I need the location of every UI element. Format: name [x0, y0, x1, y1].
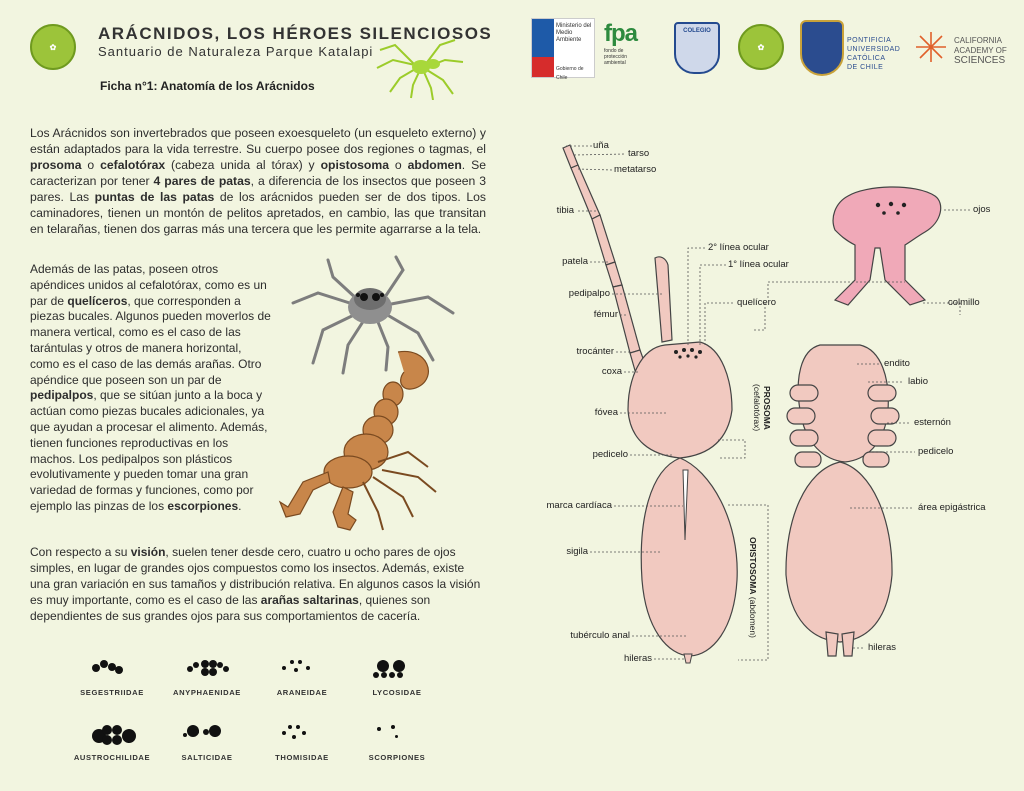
eye-dot [282, 731, 286, 735]
eye-dot [187, 666, 193, 672]
p2-segment: Además de las patas, poseen otros apéndices unidos al cefalotórax, como es un par de [30, 262, 267, 308]
eye-dot [100, 660, 108, 668]
eye-dot [122, 729, 136, 743]
eye-dot [223, 666, 229, 672]
label-tibia: tibia [556, 205, 574, 216]
eye-dot [209, 660, 217, 668]
label-esternon: esternón [914, 417, 951, 428]
label-sigila: sigila [566, 546, 588, 557]
p3-segment: , suelen tener desde cero, cuatro u ocho pares de ojos simples, en lugar de grandes ojos compuestos como los insectos. Además, existe una gran variación en sus tamaños y distribución relativa. En algunos casos la visión es muy importante, como es el caso de las [30, 545, 481, 607]
eye-dot [296, 725, 300, 729]
eye-dot [193, 729, 199, 735]
label-tuberculo-anal: tubérculo anal [570, 630, 630, 641]
p1-segment: (cabeza unida al tórax) y [165, 158, 321, 172]
eye-dot [306, 666, 310, 670]
eye-dot [393, 660, 405, 672]
label-patela: patela [562, 256, 588, 267]
eye-dot [377, 727, 381, 731]
eye-pattern-lycosidae [377, 660, 421, 684]
label-endito: endito [884, 358, 910, 369]
p1-segment: cefalotórax [100, 158, 166, 172]
intro-paragraph [30, 125, 486, 237]
page-subtitle: Santuario de Naturaleza Parque Katalapi [98, 44, 374, 59]
p1-segment: prosoma [30, 158, 82, 172]
p2-segment: , que corresponden a piezas bucales. Algunos pueden moverlos de manera vertical, como es el caso de las tarántulas y otros de manera horizontal, como es el caso de las demás arañas. Otro apéndice que poseen son un par de [30, 293, 271, 387]
eye-dot [92, 664, 100, 672]
eye-dot [395, 735, 398, 738]
eye-dot [102, 735, 112, 745]
label-marca-cardiaca: marca cardíaca [546, 500, 612, 511]
eye-dot [213, 733, 217, 737]
label-metatarso: metatarso [614, 164, 657, 175]
p1-segment: . Se caracterizan por tener [30, 158, 486, 188]
puc-text: PONTIFICIA UNIVERSIDAD CATÓLICA DE CHILE [847, 37, 901, 71]
label-pedipalpo: pedipalpo [568, 288, 610, 299]
label-una: uña [593, 140, 609, 151]
katalapi-logo: ✿ [30, 24, 76, 70]
family-label: SEGESTRIIDAE [80, 688, 144, 697]
eye-dot [373, 672, 379, 678]
label-pedicelo-left: pedicelo [592, 449, 628, 460]
page-title: ARÁCNIDOS, LOS HÉROES SILENCIOSOS [98, 24, 493, 43]
p3-segment: Con respecto a su [30, 545, 131, 559]
p2-segment: , que se sitúan junto a la boca y actúan como piezas bucales adicionales, ya que ayudan a procesar el alimento. Además, tienen funciones reproductivas en los machos. Los pedipalpos son plásticos evolutivamente y pueden tomar una gran variedad de formas y funciones, como por ejemplo las pinzas de los [30, 388, 268, 513]
p1-segment: o [388, 158, 408, 172]
eye-pattern-scorpiones [377, 725, 421, 749]
label-area-epigastrica: área epigástrica [918, 502, 986, 513]
family-label: ARANEIDAE [276, 688, 328, 697]
ventral-abdomen [786, 462, 892, 642]
eye-pattern-thomisidae [282, 725, 326, 749]
eye-dot [282, 666, 286, 670]
family-label: SCORPIONES [368, 753, 426, 762]
p1-segment: o [81, 158, 101, 172]
eye-dot [201, 668, 209, 676]
eye-pattern-araneidae [282, 660, 326, 684]
family-label: SALTICIDAE [181, 753, 233, 762]
leg-segment-tibia [592, 215, 615, 265]
eye-pattern-segestriidae [92, 660, 136, 684]
scorpion-photo [278, 342, 450, 532]
green-spider-illustration [375, 30, 465, 100]
p2-segment: pedipalpos [30, 388, 94, 403]
p1-segment: abdomen [407, 158, 462, 172]
family-label: ANYPHAENIDAE [173, 688, 241, 697]
eye-dot [193, 662, 199, 668]
opistosoma-dorsal [641, 458, 737, 656]
family-label: THOMISIDAE [275, 753, 329, 762]
eye-dot [292, 735, 296, 739]
family-label: LYCOSIDAE [372, 688, 422, 697]
label-hileras-right: hileras [868, 642, 896, 653]
eye-dot [377, 660, 389, 672]
ministerio-logo: Ministerio del Medio Ambiente Gobierno de Chile [531, 18, 595, 78]
eye-dot [381, 672, 387, 678]
eye-dot [209, 668, 217, 676]
eye-dot [302, 731, 306, 735]
family-label: AUSTROCHILIDAE [73, 753, 151, 762]
p1-segment: de los arácnidos pueden ser de dos tipos. Los caminadores, tienen un montón de pelitos apretados, en cambio, las que transitan en telarañas, tienen dos garras más una tercera que les permite agarrarse a la tela. [30, 190, 487, 236]
p2-segment: . [238, 498, 242, 513]
eye-dot [397, 672, 403, 678]
katalapi-logo-2: ✿ [738, 24, 784, 70]
label-ojos: ojos [973, 204, 991, 215]
eye-dot [183, 733, 187, 737]
prosoma-dorsal [628, 342, 732, 458]
label-pedicelo-right: pedicelo [918, 446, 954, 457]
eye-dot [112, 725, 122, 735]
eye-dot [294, 668, 298, 672]
eye-dot [217, 662, 223, 668]
fpa-logo: fpa fondo de protección ambiental [604, 20, 637, 66]
eye-dot [203, 729, 209, 735]
label-linea-ocular-1: 1° línea ocular [728, 259, 789, 270]
puc-logo [800, 20, 844, 76]
eye-dot [115, 666, 123, 674]
eye-dot [298, 660, 302, 664]
leg-segment-tarso [563, 145, 578, 168]
p1-segment: 4 pares de patas [153, 174, 251, 188]
eye-pattern-austrochilidae [92, 725, 136, 749]
p1-segment: , a diferencia de los insectos que poseen 3 pares. Las [30, 174, 486, 204]
appendages-paragraph [30, 262, 272, 515]
p2-segment: escorpiones [167, 498, 239, 513]
p1-segment: opistosoma [320, 158, 389, 172]
label-fovea: fóvea [594, 407, 618, 418]
label-opistosoma: OPISTOSOMA (abdomen) [748, 536, 758, 638]
ficha-title: Ficha n°1: Anatomía de los Arácnidos [100, 79, 315, 93]
eye-dot [201, 660, 209, 668]
label-trocanter: trocánter [576, 346, 614, 357]
label-coxa: coxa [601, 366, 622, 377]
leg-segment-patela [606, 262, 622, 287]
label-hileras-left: hileras [624, 653, 652, 664]
p3-segment: , quienes son dependientes de sus grandes ojos para sus comportamientos de cacería. [30, 593, 431, 623]
label-tarso: tarso [628, 148, 650, 159]
label-colmillo: colmillo [948, 297, 980, 308]
eye-dot [102, 725, 112, 735]
eye-pattern-anyphaenidae [187, 660, 231, 684]
pedipalp [655, 257, 672, 342]
label-labio: labio [908, 376, 929, 387]
label-quelicero: quelícero [737, 297, 777, 308]
eye-dot [112, 735, 122, 745]
cas-text: CALIFORNIA ACADEMY OF SCIENCES [954, 36, 1007, 66]
p3-segment: arañas saltarinas [260, 593, 359, 607]
eye-dot [389, 672, 395, 678]
chelicera-front-view [833, 187, 941, 305]
p1-segment: puntas de las patas [94, 190, 215, 204]
eye-pattern-salticidae [187, 725, 231, 749]
label-linea-ocular-2: 2° línea ocular [708, 242, 769, 253]
p3-segment: visión [130, 545, 166, 559]
cas-logo-icon [914, 30, 948, 64]
eye-dot [290, 660, 294, 664]
eye-dot [288, 725, 292, 729]
colegio-logo: COLEGIO [674, 22, 720, 74]
p1-segment: Los Arácnidos son invertebrados que poseen exoesqueleto (un esqueleto externo) y están adaptados para la vida terrestre. Su cuerpo posee dos regiones o tagmas, el [30, 126, 486, 156]
label-prosoma: PROSOMA (cefalotórax) [752, 384, 772, 432]
eye-dot [391, 725, 395, 729]
vision-paragraph [30, 544, 486, 624]
label-femur: fémur [593, 309, 618, 320]
p2-segment: quelíceros [67, 293, 128, 308]
